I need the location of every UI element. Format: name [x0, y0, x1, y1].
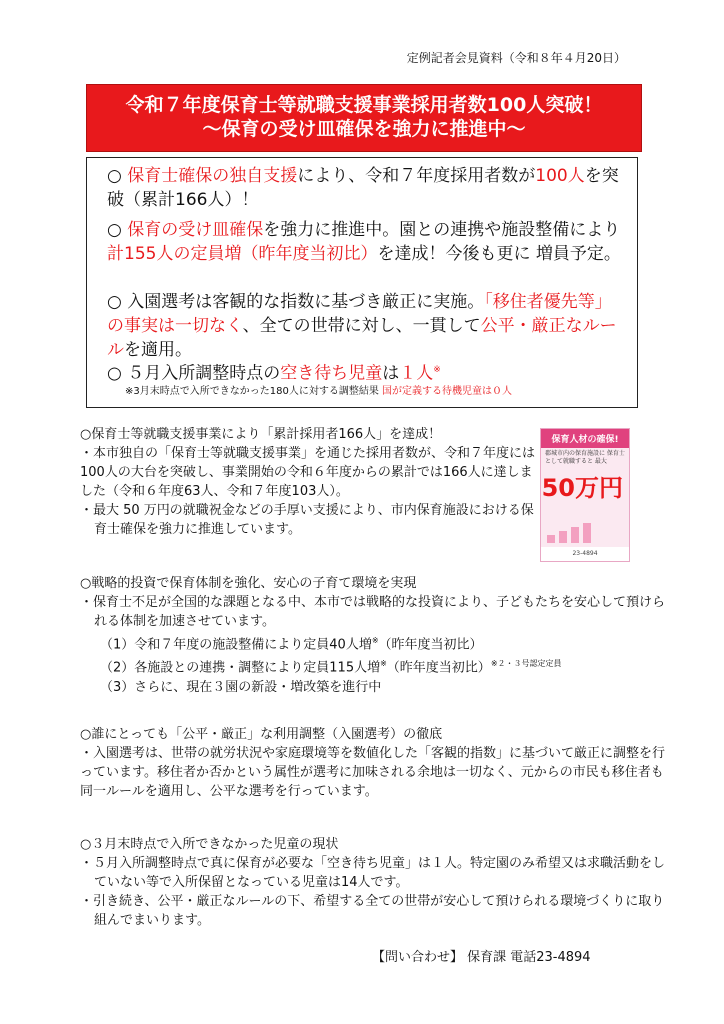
section-title: ○３月末時点で入所できなかった児童の現状	[80, 837, 339, 852]
paragraph: ・入園選考は、世帯の就労状況や家庭環境等を数値化した「客観的指数」に基づいて厳正に調整を行っています。移住者か否かという属性が選考に加味される余地は一切なく、元からの市民も移住者も同一ルールを適用し、公平な選考を行っています。	[80, 746, 666, 799]
section-recruitment	[80, 425, 535, 539]
contact-info: 【問い合わせ】 保育課 電話23-4894	[372, 950, 591, 965]
list-item: （1）令和７年度の施設整備により定員40人増※（昨年度当初比）	[100, 636, 483, 653]
paragraph: ・５月入所調整時点で真に保育が必要な「空き待ち児童」は１人。特定園のみ希望又は求職活動をしていない等で入所保留となっている児童は14人です。	[80, 856, 666, 890]
summary-footnote: ※3月末時点で入所できなかった180人に対する調整結果 国が定義する待機児童は０人	[125, 386, 513, 397]
recruitment-flyer-image	[540, 428, 630, 562]
section-title: ○戦略的投資で保育体制を強化、安心の子育て環境を実現	[80, 576, 417, 591]
summary-item-capacity: ○ 保育の受け皿確保を強力に推進中。園との連携や施設整備により計155人の定員増（昨年度当初比）を達成！今後も更に 増員予定。	[107, 220, 621, 264]
list-item: （2）各施設との連携・調整により定員115人増※（昨年度当初比）$^{※2・3号認定定員}$	[100, 659, 562, 676]
flyer-amount: 50万円	[541, 474, 623, 502]
summary-item-recruitment: ○ 保育士確保の独自支援により、令和７年度採用者数が100人を突破（累計166人）！	[107, 166, 619, 210]
flyer-heading: 保育人材の確保!	[541, 429, 629, 448]
summary-box	[86, 157, 638, 408]
section-title: ○誰にとっても「公平・厳正」な利用調整（入園選考）の徹底	[80, 727, 443, 742]
flyer-footer: 23-4894	[541, 547, 629, 561]
paragraph: ・最大 50 万円の就職祝金などの手厚い支援により、市内保育施設における保育士確保を強力に推進しています。	[80, 503, 534, 537]
headline-banner	[86, 84, 642, 152]
document-date: 定例記者会見資料（令和８年４月20日）	[406, 51, 626, 65]
flyer-bar	[583, 523, 591, 543]
flyer-bar	[571, 527, 579, 543]
section-strategy	[80, 574, 670, 697]
paragraph: ・本市独自の「保育士等就職支援事業」を通じた採用者数が、令和７年度には100人の大台を突破し、事業開始の令和６年度からの累計では166人に達しました（令和６年度63人、令和７年度103人）。	[80, 446, 536, 499]
headline-line-1: 令和７年度保育士等就職支援事業採用者数100人突破！	[125, 94, 603, 116]
flyer-bar	[559, 531, 567, 543]
paragraph: ・保育士不足が全国的な課題となる中、本市では戦略的な投資により、子どもたちを安心して預けられる体制を加速させています。	[80, 595, 666, 629]
headline-line-2: 〜保育の受け皿確保を強力に推進中〜	[202, 118, 526, 140]
flyer-bar-graphic	[547, 521, 607, 543]
flyer-bar	[547, 535, 555, 543]
section-status	[80, 835, 670, 930]
summary-item-selection: ○ 入園選考は客観的な指数に基づき厳正に実施。「移住者優先等」の事実は一切なく、全ての世帯に対し、一貫して公平・厳正なルールを適用。	[107, 292, 617, 360]
list-item: （3）さらに、現在３園の新設・増改築を進行中	[100, 679, 382, 695]
paragraph: ・引き続き、公平・厳正なルールの下、希望する全ての世帯が安心して預けられる環境づくりに取り組んでまいります。	[80, 894, 665, 928]
flyer-subtext: 郡城市内の保育施設に 保育士として就職すると 最大	[545, 450, 625, 465]
summary-item-waiting: ○ ５月入所調整時点の空き待ち児童は１人※	[107, 363, 441, 384]
section-fair-selection	[80, 725, 670, 801]
section-title: ○保育士等就職支援事業により「累計採用者166人」を達成！	[80, 427, 442, 442]
